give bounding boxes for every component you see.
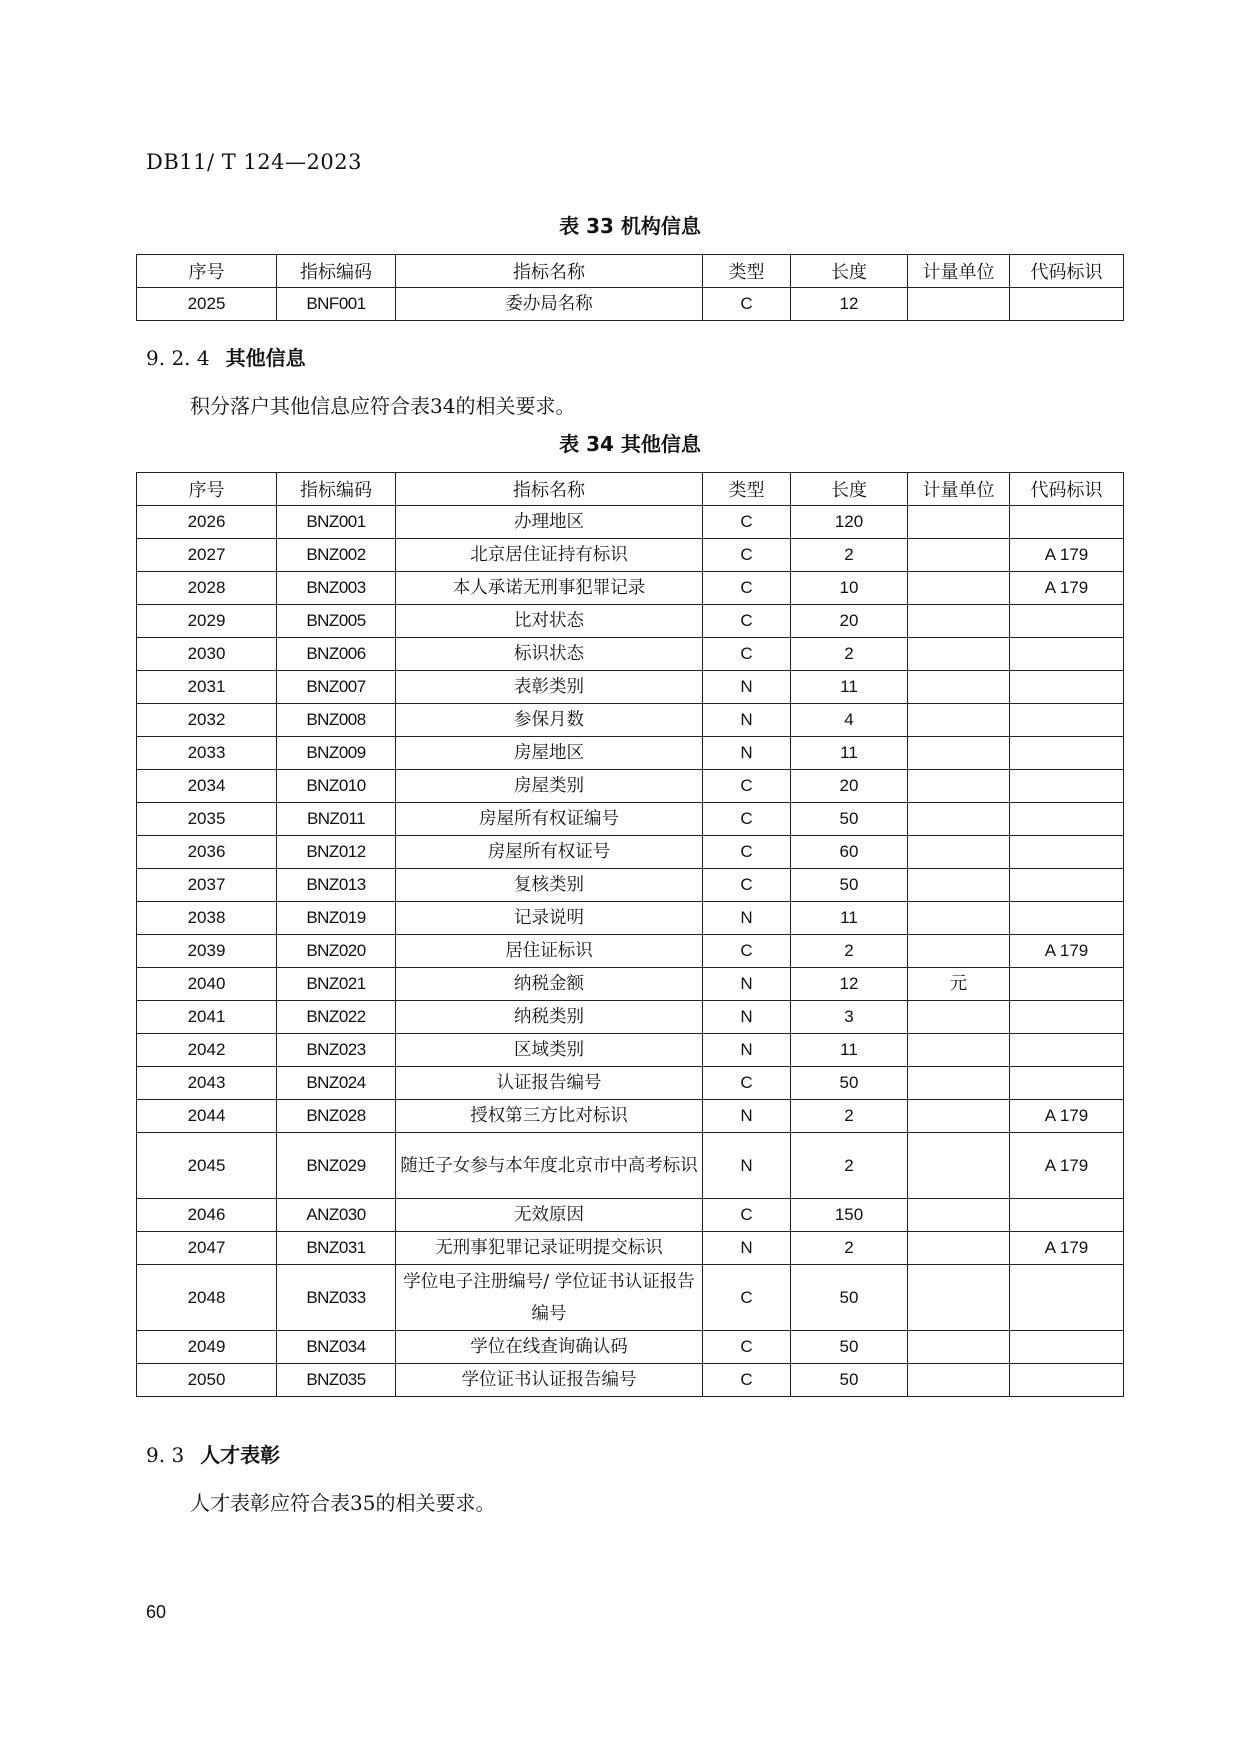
- cell-unit: [908, 935, 1010, 968]
- section-title: 其他信息: [225, 346, 306, 370]
- header-name: 指标名称: [396, 255, 703, 288]
- table-row: [137, 836, 1124, 869]
- table-row: [137, 605, 1124, 638]
- cell-code-flag: A 179: [1010, 1100, 1124, 1133]
- cell-unit: [908, 1331, 1010, 1364]
- cell-type: C: [703, 288, 791, 321]
- cell-seq: 2040: [137, 968, 277, 1001]
- cell-length: 60: [791, 836, 908, 869]
- cell-code: BNZ024: [277, 1067, 396, 1100]
- cell-seq: 2033: [137, 737, 277, 770]
- cell-type: C: [703, 869, 791, 902]
- table-row: [137, 902, 1124, 935]
- cell-length: 12: [791, 968, 908, 1001]
- cell-length: 11: [791, 671, 908, 704]
- cell-code: BNZ003: [277, 572, 396, 605]
- cell-code-flag: A 179: [1010, 1133, 1124, 1199]
- header-seq: 序号: [137, 255, 277, 288]
- header-code: 指标编码: [277, 473, 396, 506]
- cell-seq: 2031: [137, 671, 277, 704]
- cell-seq: 2037: [137, 869, 277, 902]
- cell-seq: 2035: [137, 803, 277, 836]
- cell-seq: 2032: [137, 704, 277, 737]
- cell-name: 房屋类别: [396, 770, 703, 803]
- cell-type: C: [703, 572, 791, 605]
- cell-type: C: [703, 770, 791, 803]
- cell-type: C: [703, 836, 791, 869]
- table-row: [137, 803, 1124, 836]
- cell-seq: 2025: [137, 288, 277, 321]
- cell-seq: 2034: [137, 770, 277, 803]
- table33-caption: 表 33 机构信息: [559, 214, 701, 238]
- cell-type: N: [703, 1232, 791, 1265]
- cell-seq: 2048: [137, 1265, 277, 1331]
- cell-unit: [908, 1034, 1010, 1067]
- cell-length: 20: [791, 770, 908, 803]
- table-row: [137, 737, 1124, 770]
- cell-length: 10: [791, 572, 908, 605]
- cell-length: 50: [791, 1331, 908, 1364]
- cell-type: C: [703, 539, 791, 572]
- cell-name: 记录说明: [396, 902, 703, 935]
- table-row: [137, 288, 1124, 321]
- cell-code-flag: A 179: [1010, 1232, 1124, 1265]
- cell-seq: 2027: [137, 539, 277, 572]
- cell-length: 2: [791, 935, 908, 968]
- section-number: 9. 2. 4: [146, 346, 210, 370]
- cell-type: C: [703, 638, 791, 671]
- cell-unit: [908, 1265, 1010, 1331]
- cell-name: 比对状态: [396, 605, 703, 638]
- cell-name: 区域类别: [396, 1034, 703, 1067]
- cell-length: 50: [791, 803, 908, 836]
- cell-name: 委办局名称: [396, 288, 703, 321]
- cell-seq: 2046: [137, 1199, 277, 1232]
- table-row: [137, 506, 1124, 539]
- cell-code-flag: [1010, 1364, 1124, 1397]
- cell-name: 房屋所有权证编号: [396, 803, 703, 836]
- cell-code: BNZ007: [277, 671, 396, 704]
- cell-unit: 元: [908, 968, 1010, 1001]
- cell-length: 2: [791, 539, 908, 572]
- cell-unit: [908, 1364, 1010, 1397]
- cell-name: 复核类别: [396, 869, 703, 902]
- cell-code: ANZ030: [277, 1199, 396, 1232]
- header-name: 指标名称: [396, 473, 703, 506]
- table-row: [137, 671, 1124, 704]
- cell-code: BNZ011: [277, 803, 396, 836]
- header-length: 长度: [791, 255, 908, 288]
- cell-type: N: [703, 1001, 791, 1034]
- cell-name: 表彰类别: [396, 671, 703, 704]
- cell-unit: [908, 770, 1010, 803]
- cell-name: 认证报告编号: [396, 1067, 703, 1100]
- table-row: [137, 572, 1124, 605]
- cell-length: 12: [791, 288, 908, 321]
- table-row: [137, 1001, 1124, 1034]
- cell-length: 50: [791, 1067, 908, 1100]
- cell-unit: [908, 572, 1010, 605]
- cell-code: BNZ023: [277, 1034, 396, 1067]
- table-row: [137, 1100, 1124, 1133]
- cell-name: 学位在线查询确认码: [396, 1331, 703, 1364]
- cell-code-flag: [1010, 1331, 1124, 1364]
- cell-name: 纳税类别: [396, 1001, 703, 1034]
- table-row: [137, 869, 1124, 902]
- cell-unit: [908, 288, 1010, 321]
- cell-unit: [908, 1001, 1010, 1034]
- cell-code: BNZ019: [277, 902, 396, 935]
- cell-name: 本人承诺无刑事犯罪记录: [396, 572, 703, 605]
- cell-length: 3: [791, 1001, 908, 1034]
- cell-code-flag: [1010, 1265, 1124, 1331]
- table-row: [137, 1331, 1124, 1364]
- cell-length: 50: [791, 1364, 908, 1397]
- cell-type: C: [703, 803, 791, 836]
- table-row: [137, 638, 1124, 671]
- cell-type: C: [703, 1265, 791, 1331]
- cell-code-flag: [1010, 968, 1124, 1001]
- cell-type: N: [703, 968, 791, 1001]
- cell-name: 标识状态: [396, 638, 703, 671]
- cell-seq: 2028: [137, 572, 277, 605]
- cell-unit: [908, 1067, 1010, 1100]
- cell-name: 授权第三方比对标识: [396, 1100, 703, 1133]
- table-row: [137, 1067, 1124, 1100]
- cell-type: C: [703, 1067, 791, 1100]
- cell-name: 房屋所有权证号: [396, 836, 703, 869]
- cell-length: 4: [791, 704, 908, 737]
- cell-code: BNZ002: [277, 539, 396, 572]
- cell-type: C: [703, 506, 791, 539]
- cell-length: 2: [791, 1100, 908, 1133]
- cell-length: 20: [791, 605, 908, 638]
- cell-code-flag: [1010, 770, 1124, 803]
- cell-type: N: [703, 902, 791, 935]
- cell-code-flag: [1010, 638, 1124, 671]
- cell-code: BNZ010: [277, 770, 396, 803]
- cell-type: C: [703, 1364, 791, 1397]
- cell-length: 11: [791, 737, 908, 770]
- cell-type: C: [703, 1199, 791, 1232]
- table-row: [137, 539, 1124, 572]
- cell-unit: [908, 836, 1010, 869]
- cell-length: 50: [791, 1265, 908, 1331]
- cell-code: BNZ005: [277, 605, 396, 638]
- cell-unit: [908, 902, 1010, 935]
- cell-unit: [908, 605, 1010, 638]
- cell-seq: 2030: [137, 638, 277, 671]
- cell-type: C: [703, 935, 791, 968]
- cell-code-flag: [1010, 836, 1124, 869]
- cell-code-flag: [1010, 1001, 1124, 1034]
- table34-header-row: [137, 473, 1124, 506]
- cell-name: 房屋地区: [396, 737, 703, 770]
- cell-type: N: [703, 704, 791, 737]
- cell-code-flag: [1010, 737, 1124, 770]
- cell-length: 2: [791, 638, 908, 671]
- cell-code: BNZ029: [277, 1133, 396, 1199]
- cell-unit: [908, 1232, 1010, 1265]
- cell-name: 办理地区: [396, 506, 703, 539]
- cell-name: 学位证书认证报告编号: [396, 1364, 703, 1397]
- cell-code: BNZ008: [277, 704, 396, 737]
- cell-seq: 2043: [137, 1067, 277, 1100]
- table34-body: [137, 506, 1124, 1397]
- cell-type: N: [703, 1133, 791, 1199]
- cell-seq: 2049: [137, 1331, 277, 1364]
- cell-code-flag: [1010, 506, 1124, 539]
- cell-seq: 2038: [137, 902, 277, 935]
- cell-unit: [908, 506, 1010, 539]
- header-code-flag: 代码标识: [1010, 255, 1124, 288]
- cell-unit: [908, 1133, 1010, 1199]
- cell-name: 纳税金额: [396, 968, 703, 1001]
- table-row: [137, 770, 1124, 803]
- cell-type: N: [703, 737, 791, 770]
- cell-code: BNZ035: [277, 1364, 396, 1397]
- cell-code-flag: [1010, 1199, 1124, 1232]
- cell-type: N: [703, 671, 791, 704]
- cell-seq: 2044: [137, 1100, 277, 1133]
- cell-code-flag: [1010, 803, 1124, 836]
- cell-code-flag: [1010, 1034, 1124, 1067]
- page-number: 60: [146, 1602, 167, 1622]
- cell-code: BNF001: [277, 288, 396, 321]
- section-9-3-heading: [146, 1439, 280, 1468]
- cell-code: BNZ020: [277, 935, 396, 968]
- section-9-2-4-heading: [146, 342, 306, 371]
- cell-length: 2: [791, 1232, 908, 1265]
- document-code: DB11/ T 124—2023: [146, 150, 362, 174]
- table33-header-row: [137, 255, 1124, 288]
- cell-seq: 2026: [137, 506, 277, 539]
- cell-code-flag: A 179: [1010, 572, 1124, 605]
- cell-code: BNZ013: [277, 869, 396, 902]
- cell-code-flag: [1010, 869, 1124, 902]
- cell-code-flag: [1010, 704, 1124, 737]
- header-code: 指标编码: [277, 255, 396, 288]
- cell-type: C: [703, 1331, 791, 1364]
- cell-type: C: [703, 605, 791, 638]
- section-title: 人才表彰: [200, 1443, 281, 1467]
- cell-seq: 2042: [137, 1034, 277, 1067]
- cell-code-flag: [1010, 288, 1124, 321]
- cell-code: BNZ009: [277, 737, 396, 770]
- cell-type: N: [703, 1034, 791, 1067]
- cell-seq: 2036: [137, 836, 277, 869]
- cell-seq: 2041: [137, 1001, 277, 1034]
- cell-length: 11: [791, 1034, 908, 1067]
- cell-length: 11: [791, 902, 908, 935]
- table-row: [137, 1265, 1124, 1331]
- cell-unit: [908, 671, 1010, 704]
- table33-body: [137, 288, 1124, 321]
- cell-code: BNZ022: [277, 1001, 396, 1034]
- cell-code-flag: A 179: [1010, 935, 1124, 968]
- header-seq: 序号: [137, 473, 277, 506]
- table-row: [137, 704, 1124, 737]
- cell-code: BNZ001: [277, 506, 396, 539]
- cell-name: 学位电子注册编号/ 学位证书认证报告编号: [396, 1265, 703, 1331]
- table34-caption: 表 34 其他信息: [559, 432, 701, 456]
- cell-code: BNZ028: [277, 1100, 396, 1133]
- cell-seq: 2045: [137, 1133, 277, 1199]
- cell-code-flag: [1010, 671, 1124, 704]
- table-row: [137, 1133, 1124, 1199]
- cell-unit: [908, 539, 1010, 572]
- header-unit: 计量单位: [908, 473, 1010, 506]
- cell-code-flag: A 179: [1010, 539, 1124, 572]
- table-row: [137, 968, 1124, 1001]
- cell-name: 无效原因: [396, 1199, 703, 1232]
- table33: [136, 254, 1124, 321]
- cell-code: BNZ021: [277, 968, 396, 1001]
- table-row: [137, 1232, 1124, 1265]
- cell-seq: 2047: [137, 1232, 277, 1265]
- header-length: 长度: [791, 473, 908, 506]
- cell-length: 2: [791, 1133, 908, 1199]
- cell-unit: [908, 869, 1010, 902]
- cell-name: 无刑事犯罪记录证明提交标识: [396, 1232, 703, 1265]
- cell-length: 50: [791, 869, 908, 902]
- table-row: [137, 1364, 1124, 1397]
- cell-name: 北京居住证持有标识: [396, 539, 703, 572]
- cell-type: N: [703, 1100, 791, 1133]
- cell-unit: [908, 1199, 1010, 1232]
- cell-unit: [908, 704, 1010, 737]
- table34: [136, 472, 1124, 1397]
- table-row: [137, 935, 1124, 968]
- cell-code: BNZ033: [277, 1265, 396, 1331]
- cell-unit: [908, 1100, 1010, 1133]
- cell-unit: [908, 803, 1010, 836]
- header-type: 类型: [703, 255, 791, 288]
- cell-code: BNZ031: [277, 1232, 396, 1265]
- cell-length: 150: [791, 1199, 908, 1232]
- cell-seq: 2050: [137, 1364, 277, 1397]
- table-row: [137, 1034, 1124, 1067]
- cell-seq: 2039: [137, 935, 277, 968]
- cell-code-flag: [1010, 605, 1124, 638]
- cell-code-flag: [1010, 902, 1124, 935]
- cell-code: BNZ034: [277, 1331, 396, 1364]
- header-type: 类型: [703, 473, 791, 506]
- table-row: [137, 1199, 1124, 1232]
- cell-seq: 2029: [137, 605, 277, 638]
- header-code-flag: 代码标识: [1010, 473, 1124, 506]
- cell-unit: [908, 737, 1010, 770]
- cell-code-flag: [1010, 1067, 1124, 1100]
- cell-unit: [908, 638, 1010, 671]
- paragraph-table34-ref: 积分落户其他信息应符合表34的相关要求。: [190, 394, 576, 418]
- paragraph-table35-ref: 人才表彰应符合表35的相关要求。: [190, 1491, 496, 1515]
- cell-name: 参保月数: [396, 704, 703, 737]
- cell-name: 随迁子女参与本年度北京市中高考标识: [396, 1133, 703, 1199]
- cell-name: 居住证标识: [396, 935, 703, 968]
- cell-code: BNZ012: [277, 836, 396, 869]
- cell-code: BNZ006: [277, 638, 396, 671]
- header-unit: 计量单位: [908, 255, 1010, 288]
- section-number: 9. 3: [146, 1443, 185, 1467]
- cell-length: 120: [791, 506, 908, 539]
